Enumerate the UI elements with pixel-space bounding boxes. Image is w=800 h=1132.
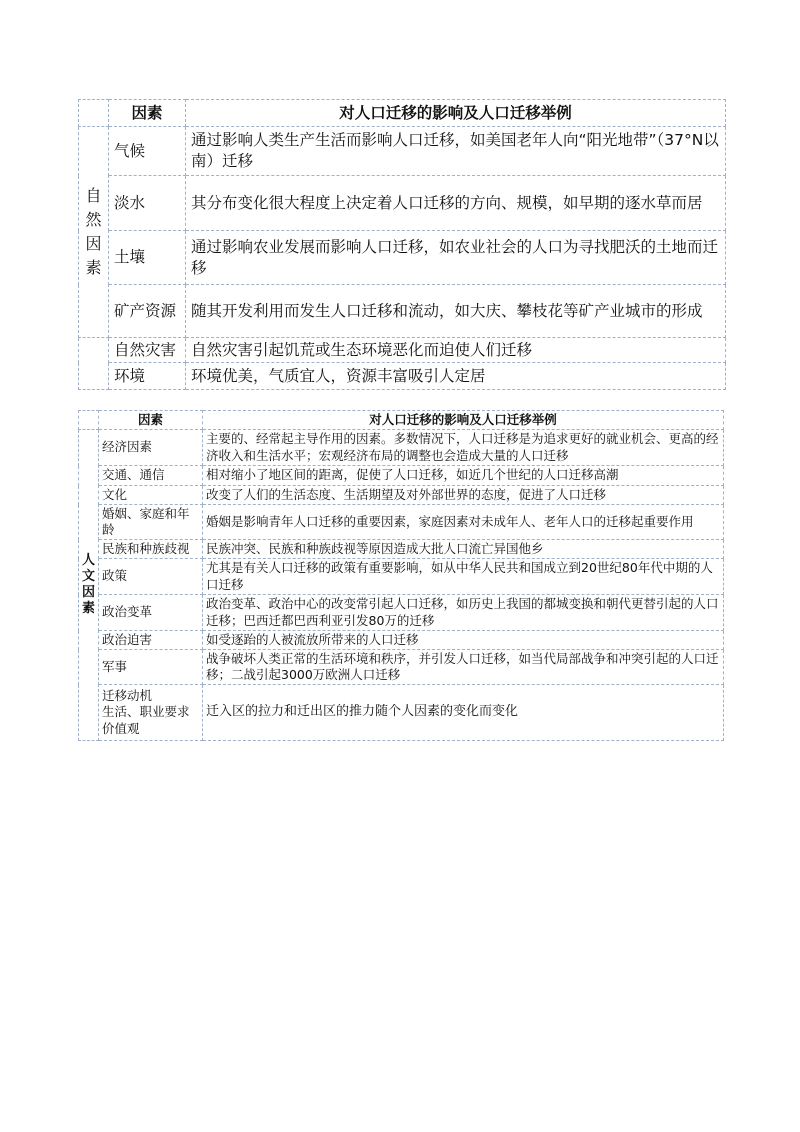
- header-factor: 因素: [109, 100, 186, 127]
- table-row: [79, 430, 724, 466]
- table-row: [79, 650, 724, 685]
- factor-cell: [99, 685, 203, 741]
- effect-cell: 迁入区的拉力和迁出区的推力随个人因素的变化而变化: [203, 685, 724, 741]
- factor-cell: 婚姻、家庭和年龄: [99, 505, 203, 540]
- effect-cell: 其分布变化很大程度上决定着人口迁移的方向、规模，如早期的逐水草而居: [186, 176, 726, 231]
- factor-line: 迁移动机: [102, 688, 153, 704]
- factor-cell: 政治变革: [99, 595, 203, 631]
- table-row: [79, 231, 726, 285]
- effect-cell: 相对缩小了地区间的距离，促使了人口迁移，如近几个世纪的人口迁移高潮: [203, 466, 724, 486]
- factor-cell: 文化: [99, 486, 203, 505]
- effect-cell: 随其开发利用而发生人口迁移和流动，如大庆、攀枝花等矿产业城市的形成: [186, 285, 726, 338]
- table-row: [79, 595, 724, 631]
- group-label-natural: 自然因素: [79, 127, 109, 338]
- factor-line: 价值观: [102, 720, 140, 736]
- table-header-row: [79, 411, 724, 430]
- table-row: [79, 631, 724, 650]
- effect-cell: 尤其是有关人口迁移的政策有重要影响，如从中华人民共和国成立到20世纪80年代中期的人口迁移: [203, 559, 724, 595]
- table-row: [79, 486, 724, 505]
- table-header-row: [79, 100, 726, 127]
- effect-cell: 通过影响人类生产生活而影响人口迁移，如美国老年人向“阳光地带”（37°N以南）迁移: [186, 127, 726, 176]
- factor-cell: 土壤: [109, 231, 186, 285]
- group-spacer-cell: [79, 363, 109, 390]
- group-spacer-cell: [79, 338, 109, 363]
- factor-cell: 气候: [109, 127, 186, 176]
- factor-cell: 交通、通信: [99, 466, 203, 486]
- factor-cell: 自然灾害: [109, 338, 186, 363]
- effect-cell: 主要的、经常起主导作用的因素。多数情况下，人口迁移是为追求更好的就业机会、更高的经济收入和生活水平；宏观经济布局的调整也会造成大量的人口迁移: [203, 430, 724, 466]
- effect-cell: 战争破坏人类正常的生活环境和秩序，并引发人口迁移，如当代局部战争和冲突引起的人口迁移；二战引起3000万欧洲人口迁移: [203, 650, 724, 685]
- natural-factors-table: [78, 99, 726, 390]
- table-row: [79, 176, 726, 231]
- header-effect: 对人口迁移的影响及人口迁移举例: [186, 100, 726, 127]
- factor-line: 生活、职业要求: [102, 704, 190, 720]
- factor-cell: 淡水: [109, 176, 186, 231]
- factor-cell: 政治迫害: [99, 631, 203, 650]
- effect-cell: 民族冲突、民族和种族歧视等原因造成大批人口流亡异国他乡: [203, 540, 724, 559]
- effect-cell: 政治变革、政治中心的改变常引起人口迁移，如历史上我国的都城变换和朝代更替引起的人口迁移；巴西迁都巴西利亚引发80万的迁移: [203, 595, 724, 631]
- table-row: [79, 505, 724, 540]
- header-blank-cell: [79, 411, 99, 430]
- table-row: [79, 466, 724, 486]
- table-row: [79, 685, 724, 741]
- table-row: [79, 540, 724, 559]
- factor-cell: 政策: [99, 559, 203, 595]
- table-row: [79, 127, 726, 176]
- group-label-human: 人文因素: [79, 430, 99, 741]
- effect-cell: 改变了人们的生活态度、生活期望及对外部世界的态度，促进了人口迁移: [203, 486, 724, 505]
- effect-cell: 通过影响农业发展而影响人口迁移，如农业社会的人口为寻找肥沃的土地而迁移: [186, 231, 726, 285]
- header-factor: 因素: [99, 411, 203, 430]
- effect-cell: 自然灾害引起饥荒或生态环境恶化而迫使人们迁移: [186, 338, 726, 363]
- table-row: [79, 363, 726, 390]
- factor-cell: 矿产资源: [109, 285, 186, 338]
- table-row: [79, 338, 726, 363]
- factor-cell: 环境: [109, 363, 186, 390]
- factor-cell: 军事: [99, 650, 203, 685]
- header-blank-cell: [79, 100, 109, 127]
- table-row: [79, 285, 726, 338]
- factor-cell: 经济因素: [99, 430, 203, 466]
- factor-cell: 民族和种族歧视: [99, 540, 203, 559]
- header-effect: 对人口迁移的影响及人口迁移举例: [203, 411, 724, 430]
- effect-cell: 环境优美，气质宜人，资源丰富吸引人定居: [186, 363, 726, 390]
- effect-cell: 如受逐跆的人被流放所带来的人口迁移: [203, 631, 724, 650]
- human-factors-table: [78, 410, 724, 741]
- effect-cell: 婚姻是影响青年人口迁移的重要因素，家庭因素对未成年人、老年人口的迁移起重要作用: [203, 505, 724, 540]
- table-row: [79, 559, 724, 595]
